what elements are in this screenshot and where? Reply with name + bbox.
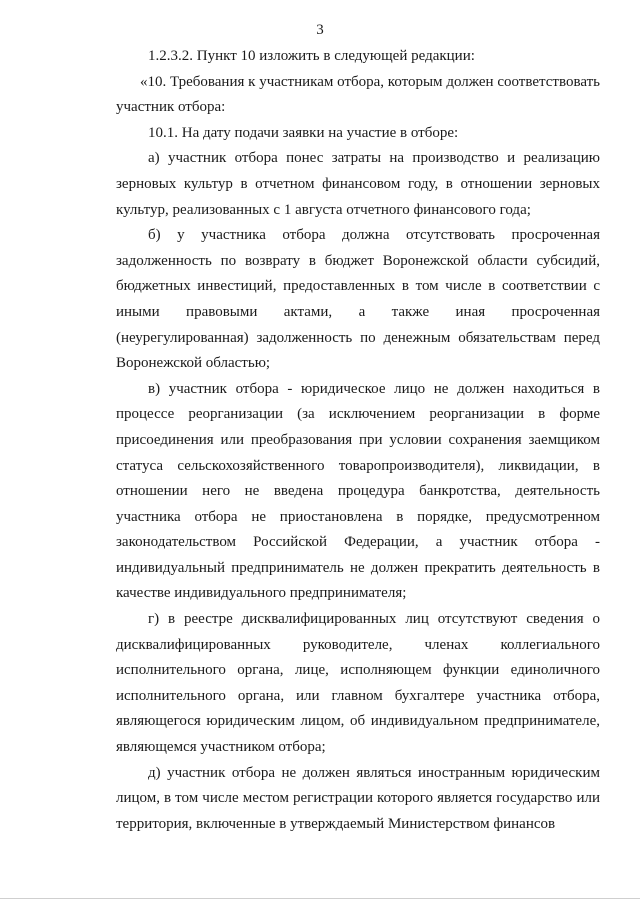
paragraph-amendment-intro: 1.2.3.2. Пункт 10 изложить в следующей редакции:	[148, 48, 475, 64]
scan-edge-divider	[0, 898, 640, 899]
document-body	[116, 44, 600, 837]
paragraph-clause-v: в) участник отбора - юридическое лицо не должен находиться в процессе реорганизации (за исключением реорганизации в форме присоединения или преобразования при условии сохранения заемщиком статуса сельскохозяйственного товаропроизводителя), ликвидации, в отношении него не введена процедура банкротства, деятельность участника отбора не приостановлена в порядке, предусмотренном законодательством Российской Федерации, а участник отбора - индивидуальный предприниматель не должен прекратить деятельность в качестве индивидуального предпринимателя;	[116, 380, 600, 602]
paragraph-subitem-10-1: 10.1. На дату подачи заявки на участие в отборе:	[148, 124, 459, 141]
page-number: 3	[316, 22, 324, 38]
paragraph-clause-a: а) участник отбора понес затраты на производство и реализацию зерновых культур в отчетном финансовом году, в отношении зерновых культур, реализованных с 1 августа отчетного финансового года;	[116, 150, 600, 218]
paragraph-item-10-heading: «10. Требования к участникам отбора, которым должен соответствовать участник отбора:	[116, 73, 600, 116]
paragraph-clause-b: б) у участника отбора должна отсутствовать просроченная задолженность по возврату в бюджет Воронежской области субсидий, бюджетных инвестиций, предоставленных в том числе в соответствии с иными правовыми актами, а также иная просроченная (неурегулированная) задолженность по денежным обязательствам перед Воронежской областью;	[116, 227, 600, 372]
paragraph-clause-d: д) участник отбора не должен являться иностранным юридическим лицом, в том числе местом регистрации которого является государство или территория, включенные в утверждаемый Министерством финансов	[116, 764, 600, 832]
paragraph-clause-g: г) в реестре дисквалифицированных лиц отсутствуют сведения о дисквалифицированных руководителе, членах коллегиального исполнительного органа, лице, исполняющем функции единоличного исполнительного органа, или главном бухгалтере участника отбора, являющегося юридическим лицом, об индивидуальном предпринимателе, являющемся участником отбора;	[116, 611, 600, 756]
